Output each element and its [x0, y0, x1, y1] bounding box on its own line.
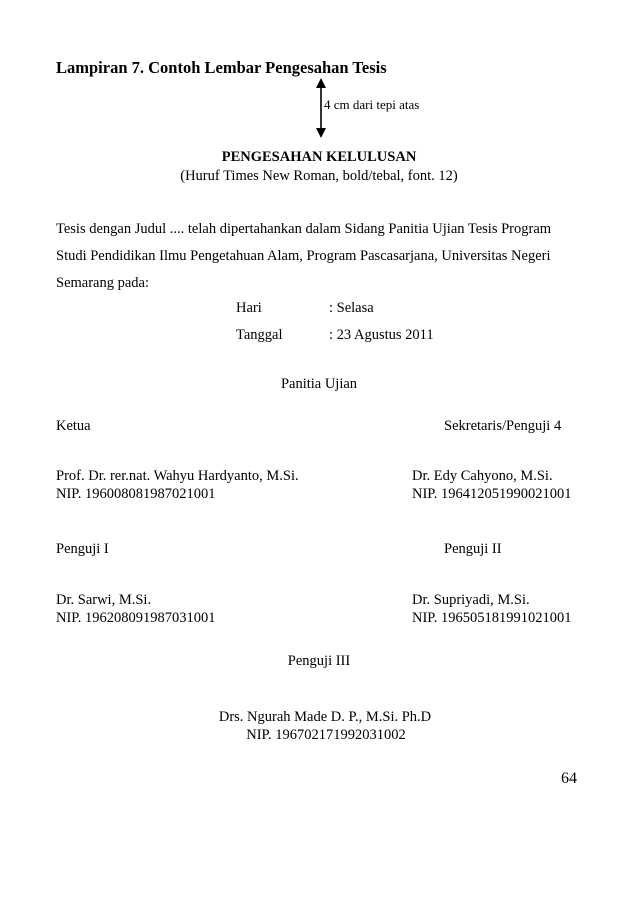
penguji1-role: Penguji I [56, 541, 109, 557]
penguji2-nip: NIP. 196505181991021001 [412, 610, 572, 626]
intro-line: Studi Pendidikan Ilmu Pengetahuan Alam, Program Pascasarjana, Universitas Negeri [56, 248, 551, 264]
intro-line: Tesis dengan Judul .... telah dipertahankan dalam Sidang Panitia Ujian Tesis Program [56, 221, 552, 237]
intro-line: Semarang pada: [56, 275, 150, 291]
penguji1-nip: NIP. 196208091987031001 [56, 610, 216, 626]
committee-title: Panitia Ujian [280, 376, 358, 392]
ketua-name: Prof. Dr. rer.nat. Wahyu Hardyanto, M.Si. [56, 468, 299, 484]
document-heading: Lampiran 7. Contoh Lembar Pengesahan Tesis [56, 58, 387, 77]
approval-note: (Huruf Times New Roman, bold/tebal, font. 12) [180, 168, 458, 184]
penguji1-name: Dr. Sarwi, M.Si. [56, 592, 152, 608]
penguji3-nip: NIP. 196702171992031002 [246, 727, 406, 743]
day-label: Hari [236, 300, 262, 316]
page-number: 64 [561, 770, 577, 787]
penguji2-name: Dr. Supriyadi, M.Si. [412, 592, 530, 608]
penguji3-name: Drs. Ngurah Made D. P., M.Si. Ph.D [218, 709, 432, 725]
sekretaris-role: Sekretaris/Penguji 4 [444, 418, 562, 434]
ketua-role: Ketua [56, 418, 91, 434]
margin-note: 4 cm dari tepi atas [324, 97, 420, 112]
date-value: : 23 Agustus 2011 [329, 327, 434, 343]
penguji2-role: Penguji II [444, 541, 502, 557]
approval-title: PENGESAHAN KELULUSAN [221, 149, 417, 165]
penguji3-role: Penguji III [287, 653, 351, 669]
ketua-nip: NIP. 196008081987021001 [56, 486, 216, 502]
sekretaris-nip: NIP. 196412051990021001 [412, 486, 572, 502]
sekretaris-name: Dr. Edy Cahyono, M.Si. [412, 468, 553, 484]
day-value: : Selasa [329, 300, 374, 316]
date-label: Tanggal [236, 327, 283, 343]
